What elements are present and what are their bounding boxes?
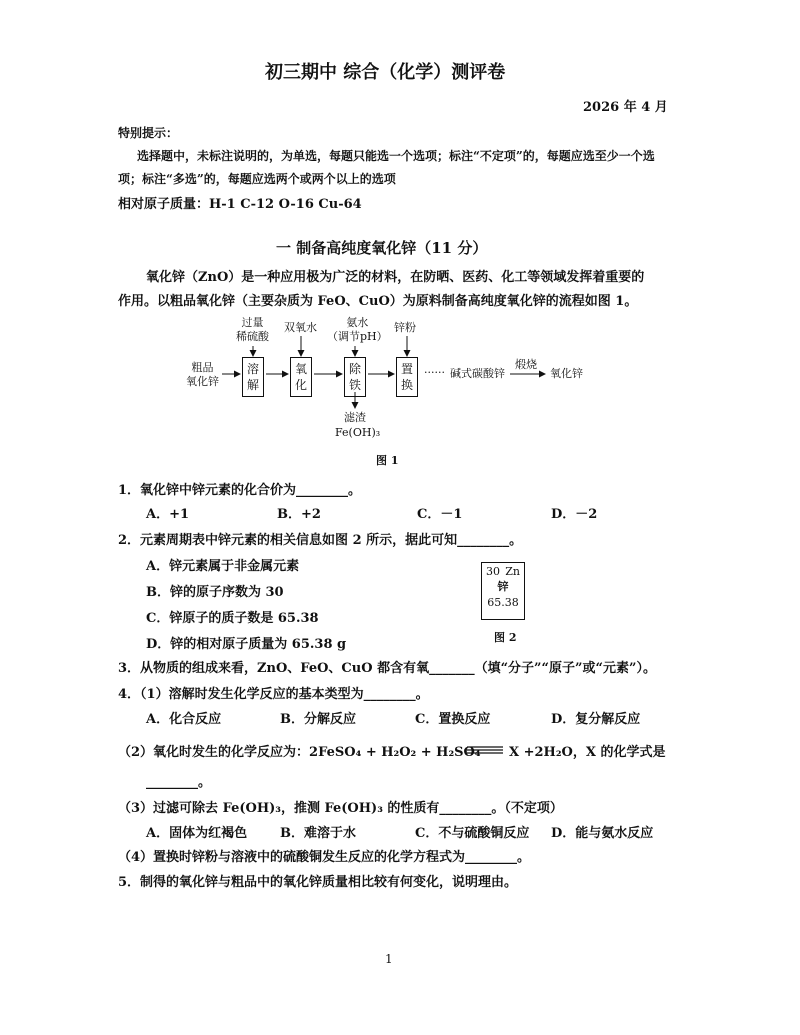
question-1-option-d: D．－2 <box>551 507 598 522</box>
section-intro-1: 氧化锌（ZnO）是一种应用极为广泛的材料，在防晒、医药、化工等领域发挥着重要的 <box>146 270 645 285</box>
atomic-mass-line: 相对原子质量：H-1 C-12 O-16 Cu-64 <box>118 197 362 212</box>
element-name: 锌 <box>497 580 509 593</box>
question-4-part-4: （4）置换时锌粉与溶液中的硫酸铜发生反应的化学方程式为________。 <box>118 850 531 865</box>
question-4-part-3: （3）过滤可除去 Fe(OH)₃，推测 Fe(OH)₃ 的性质有________。（不定项） <box>118 801 563 816</box>
question-4-part-2-prefix: （2）氧化时发生的化学反应为：2FeSO₄ + H₂O₂ + H₂SO₄ <box>118 745 481 760</box>
question-2-option-c: C．锌原子的质子数是 65.38 <box>146 611 319 626</box>
flow-dots: ······ <box>424 366 445 379</box>
figure-1-caption: 图 1 <box>376 454 399 467</box>
raw-material-bottom: 氧化锌 <box>186 375 219 388</box>
residue-label: 滤渣 <box>344 411 366 424</box>
notice-line-2: 项；标注“多选”的，每题应选两个或两个以上的选项 <box>118 172 396 186</box>
question-5-stem: 5．制得的氧化锌与粗品中的氧化锌质量相比较有何变化，说明理由。 <box>118 875 518 890</box>
question-4-3-option-a: A．固体为红褐色 <box>146 826 248 841</box>
raw-material-top: 粗品 <box>191 361 214 374</box>
notice-line-1: 选择题中，未标注说明的，为单选，每题只能选一个选项；标注“不定项”的，每题应选至少一个选 <box>137 149 655 163</box>
page-title: 初三期中 综合（化学）测评卷 <box>265 62 506 83</box>
zinc-element-card <box>481 562 525 620</box>
question-4-part-2-suffix: X +2H₂O，X 的化学式是 <box>509 745 666 760</box>
raw-material-label <box>186 361 219 389</box>
question-2-stem: 2．元素周期表中锌元素的相关信息如图 2 所示，据此可知________。 <box>118 533 523 548</box>
question-1-option-b: B．+2 <box>277 507 321 522</box>
element-atomic-number: 30 <box>486 565 500 578</box>
reagent-1-label <box>236 316 269 344</box>
question-4-part-1: 4．（1）溶解时发生化学反应的基本类型为________。 <box>118 687 429 702</box>
step-replace-text: 置换 <box>400 362 413 392</box>
notice-label: 特别提示： <box>118 126 179 140</box>
reagent-3-label <box>327 316 388 344</box>
question-4-3-option-c: C．不与硫酸铜反应 <box>415 826 530 841</box>
equals-sign <box>466 745 504 755</box>
step-oxidize-box <box>290 357 312 397</box>
product-label: 氧化锌 <box>550 367 583 380</box>
question-4-3-option-d: D．能与氨水反应 <box>551 826 654 841</box>
question-1-option-a: A．+1 <box>146 507 190 522</box>
element-mass: 65.38 <box>487 596 519 609</box>
reagent-2-label: 双氧水 <box>284 321 317 334</box>
step-remove-iron-box <box>344 357 366 397</box>
step-replace-box <box>396 357 418 397</box>
calcine-label: 煅烧 <box>515 358 537 371</box>
question-3-stem: 3．从物质的组成来看，ZnO、FeO、CuO 都含有氧_______（填“分子”“原子”或“元素”）。 <box>118 661 656 676</box>
question-4-3-option-b: B．难溶于水 <box>280 826 356 841</box>
element-symbol: Zn <box>505 565 520 578</box>
question-1-stem: 1．氧化锌中锌元素的化合价为________。 <box>118 483 362 498</box>
question-4-1-option-d: D．复分解反应 <box>551 712 641 727</box>
question-4-1-option-c: C．置换反应 <box>415 712 491 727</box>
step-remove-iron-text: 除铁 <box>348 362 361 392</box>
intermediate-label: 碱式碳酸锌 <box>450 367 505 380</box>
question-4-1-option-b: B．分解反应 <box>280 712 356 727</box>
section-intro-2: 作用。以粗品氧化锌（主要杂质为 FeO、CuO）为原料制备高纯度氧化锌的流程如图 1。 <box>118 294 638 309</box>
reagent-4-label: 锌粉 <box>394 321 416 334</box>
question-2-option-b: B．锌的原子序数为 30 <box>146 585 284 600</box>
section-title: 一 制备高纯度氧化锌（11 分） <box>276 239 488 257</box>
reagent-1-bottom: 稀硫酸 <box>236 330 269 343</box>
question-2-option-a: A．锌元素属于非金属元素 <box>146 559 300 574</box>
reagent-3-bottom: （调节pH） <box>327 330 388 343</box>
page-number: 1 <box>385 952 393 966</box>
step-oxidize-text: 氧化 <box>294 362 307 392</box>
exam-date: 2026 年 4 月 <box>583 100 668 115</box>
question-1-option-c: C．－1 <box>417 507 463 522</box>
figure-2-caption: 图 2 <box>494 631 517 644</box>
reagent-1-top: 过量 <box>241 316 264 329</box>
question-4-part-2-blank: ________。 <box>146 775 212 790</box>
question-2-option-d: D．锌的相对原子质量为 65.38 g <box>146 637 347 652</box>
reagent-3-top: 氨水 <box>346 316 369 329</box>
residue-formula: Fe(OH)₃ <box>335 426 381 439</box>
step-dissolve-box <box>242 357 264 397</box>
question-4-1-option-a: A．化合反应 <box>146 712 222 727</box>
step-dissolve-text: 溶解 <box>246 362 259 392</box>
